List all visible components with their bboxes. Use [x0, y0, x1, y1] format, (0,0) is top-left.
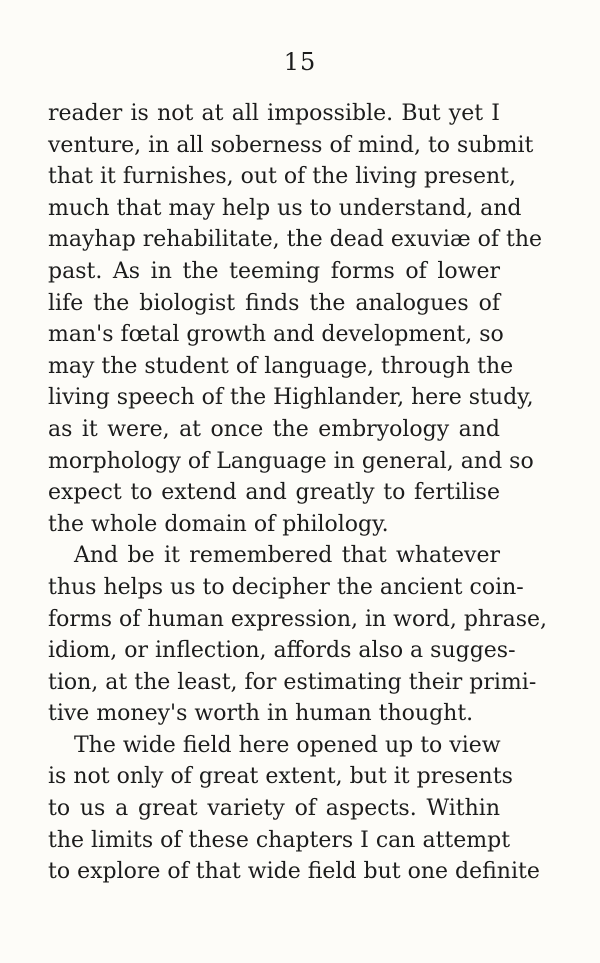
paragraph-3 [48, 730, 540, 888]
text-line: the limits of these chapters I can attempt [48, 827, 511, 853]
text-line: man's fœtal growth and development, so [48, 322, 504, 348]
text-line: living speech of the Highlander, here study, [48, 385, 534, 411]
paragraph-2 [48, 540, 548, 730]
body-text [48, 98, 548, 888]
text-line: idiom, or inflection, affords also a sugges- [48, 638, 516, 664]
text-line: venture, in all soberness of mind, to submit [48, 132, 534, 158]
text-line: mayhap rehabilitate, the dead exuviæ of the [48, 227, 543, 253]
text-line: to explore of that wide field but one definite [48, 859, 540, 885]
text-line: much that may help us to understand, and [48, 195, 522, 221]
text-line: expect to extend and greatly to fertilise [48, 480, 500, 506]
text-line: reader is not at all impossible. But yet I [48, 101, 500, 126]
text-line: is not only of great extent, but it presents [48, 764, 513, 790]
text-line: the whole domain of philology. [48, 511, 389, 537]
text-line: tion, at the least, for estimating their primi- [48, 669, 537, 695]
text-line: may the student of language, through the [48, 353, 514, 379]
paragraph-1 [48, 98, 543, 540]
text-line: The wide field here opened up to view [74, 732, 501, 758]
text-line: as it were, at once the embryology and [48, 416, 500, 442]
text-line: morphology of Language in general, and so [48, 448, 534, 474]
text-line: past. As in the teeming forms of lower [48, 258, 500, 284]
text-line: to us a great variety of aspects. Within [48, 796, 500, 822]
text-line: tive money's worth in human thought. [48, 701, 474, 727]
page-number: 15 [283, 48, 317, 76]
text-line: And be it remembered that whatever [74, 543, 500, 569]
text-line: thus helps us to decipher the ancient coin- [48, 574, 524, 600]
text-line: life the biologist finds the analogues of [48, 290, 500, 316]
text-line: forms of human expression, in word, phrase, [48, 606, 548, 632]
text-line: that it furnishes, out of the living present, [48, 164, 516, 190]
